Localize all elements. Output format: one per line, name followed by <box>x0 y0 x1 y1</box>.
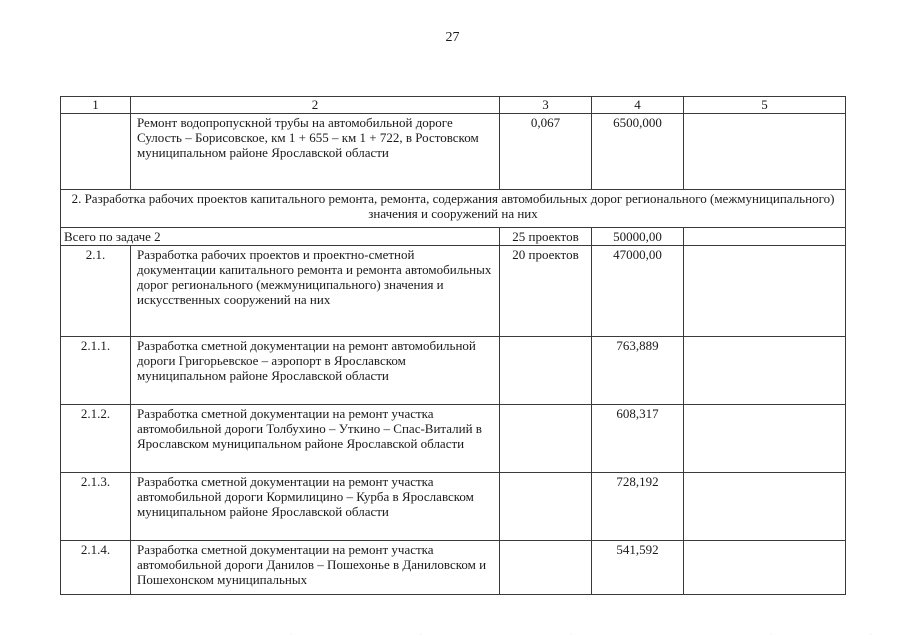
row-description: Разработка сметной документации на ремонт участка автомобильной дороги Толбухино – Уткино – Спас-Виталий в Ярославском муниципальном районе Ярославской области <box>131 405 500 473</box>
scan-dot: · <box>770 632 772 638</box>
total-label: Всего по задаче 2 <box>61 228 500 246</box>
row-quantity <box>500 473 592 541</box>
header-col-5: 5 <box>684 97 846 114</box>
total-col5 <box>684 228 846 246</box>
table-row <box>61 246 846 337</box>
table-row <box>61 337 846 405</box>
row-number: 2.1.4. <box>61 541 131 595</box>
row-description: Разработка сметной документации на ремонт участка автомобильной дороги Данилов – Пошехонье в Даниловском и Пошехонском муниципальных <box>131 541 500 595</box>
header-col-2: 2 <box>131 97 500 114</box>
header-col-3: 3 <box>500 97 592 114</box>
row-quantity: 20 проектов <box>500 246 592 337</box>
scan-dot: · <box>420 632 422 638</box>
row-description: Разработка рабочих проектов и проектно-сметной документации капитального ремонта и ремонта автомобильных дорог регионального (межмуниципального) значения и искусственных сооружений на них <box>131 246 500 337</box>
row-sum: 47000,00 <box>592 246 684 337</box>
table-row <box>61 473 846 541</box>
row-description: Разработка сметной документации на ремонт автомобильной дороги Григорьевское – аэропорт в Ярославском муниципальном районе Ярославской области <box>131 337 500 405</box>
row-col5 <box>684 114 846 190</box>
page-number: 27 <box>445 30 460 45</box>
scan-dot: · <box>870 632 872 638</box>
header-col-1: 1 <box>61 97 131 114</box>
row-col5 <box>684 473 846 541</box>
table-row <box>61 114 846 190</box>
row-sum: 763,889 <box>592 337 684 405</box>
row-number: 2.1.2. <box>61 405 131 473</box>
table-row <box>61 541 846 595</box>
total-sum: 50000,00 <box>592 228 684 246</box>
section-title-row <box>61 190 846 228</box>
row-sum: 6500,000 <box>592 114 684 190</box>
header-col-4: 4 <box>592 97 684 114</box>
row-description: Ремонт водопропускной трубы на автомобильной дороге Сулость – Борисовское, км 1 + 655 – км 1 + 722, в Ростовском муниципальном районе Ярославской области <box>131 114 500 190</box>
row-number <box>61 114 131 190</box>
scan-artifacts <box>0 628 905 640</box>
row-quantity <box>500 405 592 473</box>
row-number: 2.1. <box>61 246 131 337</box>
table-row <box>61 405 846 473</box>
row-col5 <box>684 405 846 473</box>
works-table <box>60 96 846 595</box>
table-header-row <box>61 97 846 114</box>
row-sum: 541,592 <box>592 541 684 595</box>
row-col5 <box>684 541 846 595</box>
scan-dot: · <box>570 632 572 638</box>
row-quantity: 0,067 <box>500 114 592 190</box>
row-sum: 728,192 <box>592 473 684 541</box>
row-number: 2.1.1. <box>61 337 131 405</box>
row-quantity <box>500 541 592 595</box>
section-title: 2. Разработка рабочих проектов капитального ремонта, ремонта, содержания автомобильных дорог регионального (межмуниципального) значения и сооружений на них <box>61 190 846 228</box>
row-col5 <box>684 246 846 337</box>
row-quantity <box>500 337 592 405</box>
row-col5 <box>684 337 846 405</box>
total-row <box>61 228 846 246</box>
row-number: 2.1.3. <box>61 473 131 541</box>
total-quantity: 25 проектов <box>500 228 592 246</box>
row-description: Разработка сметной документации на ремонт участка автомобильной дороги Кормилицино – Курба в Ярославском муниципальном районе Ярославской области <box>131 473 500 541</box>
row-sum: 608,317 <box>592 405 684 473</box>
scan-dot: · <box>290 632 292 638</box>
